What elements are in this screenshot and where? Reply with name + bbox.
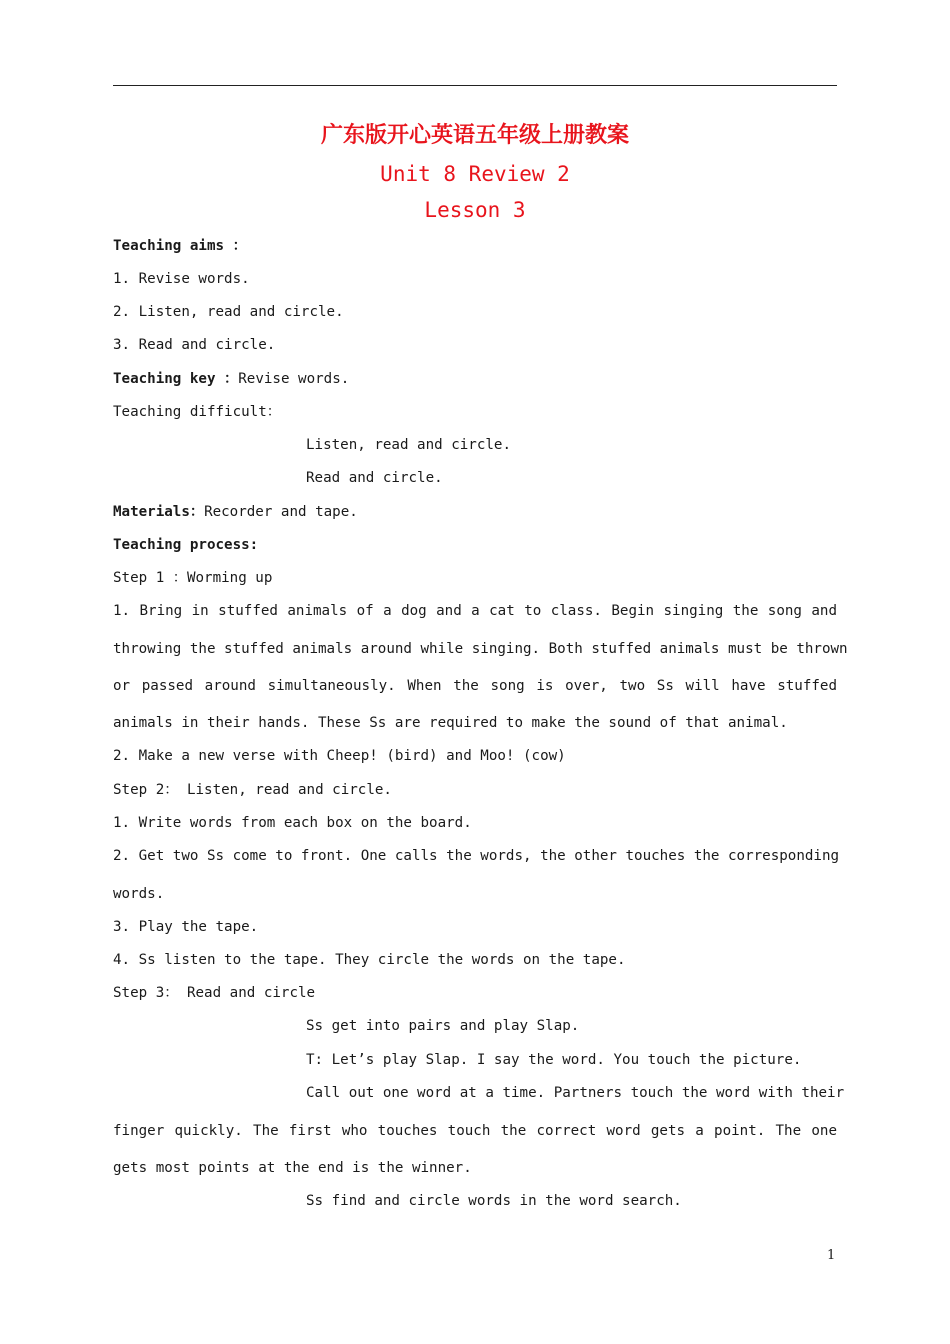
- difficult-item: Listen, read and circle.: [306, 437, 511, 453]
- process-heading: Teaching process:: [113, 537, 259, 553]
- page-number: 1: [827, 1248, 836, 1263]
- step1-paragraph-line: 1. Bring in stuffed animals of a dog and a cat to class. Begin singing the song and: [113, 603, 837, 619]
- aims-item: 3. Read and circle.: [113, 337, 276, 353]
- materials-line: [113, 502, 358, 522]
- step3-title: Step 3： Read and circle: [113, 985, 316, 1001]
- step2-item: 1. Write words from each box on the board.: [113, 815, 472, 831]
- step2-paragraph-line: words.: [113, 886, 165, 902]
- materials-heading: Materials：: [113, 504, 205, 520]
- aims-item: 1. Revise words.: [113, 271, 250, 287]
- step3-paragraph-line: finger quickly. The first who touches touch the correct word gets a point. The one: [113, 1123, 837, 1139]
- step3-line: Ss get into pairs and play Slap.: [306, 1018, 580, 1034]
- step2-title: Step 2： Listen, read and circle.: [113, 782, 392, 798]
- key-text: Revise words.: [238, 371, 350, 387]
- step1-paragraph-line: or passed around simultaneously. When the song is over, two Ss will have stuffed: [113, 678, 837, 694]
- step2-item: 4. Ss listen to the tape. They circle the words on the tape.: [113, 952, 626, 968]
- step1-paragraph-line: animals in their hands. These Ss are required to make the sound of that animal.: [113, 715, 788, 731]
- difficult-heading: Teaching difficult：: [113, 404, 281, 420]
- lesson-title: Lesson 3: [424, 198, 526, 222]
- key-heading: Teaching key ：: [113, 371, 239, 387]
- step3-paragraph-line: Call out one word at a time. Partners touch the word with their: [306, 1085, 845, 1101]
- step1-item: 2. Make a new verse with Cheep! (bird) and Moo! (cow): [113, 748, 566, 764]
- aims-heading: Teaching aims ：: [113, 238, 247, 254]
- aims-item: 2. Listen, read and circle.: [113, 304, 344, 320]
- step1-paragraph-line: throwing the stuffed animals around while singing. Both stuffed animals must be thrown: [113, 641, 848, 657]
- difficult-item: Read and circle.: [306, 470, 443, 486]
- step2-item: 3. Play the tape.: [113, 919, 259, 935]
- key-line: [113, 369, 349, 389]
- step3-line: Ss find and circle words in the word search.: [306, 1193, 682, 1209]
- step3-paragraph-line: gets most points at the end is the winner.: [113, 1160, 472, 1176]
- unit-title: Unit 8 Review 2: [380, 162, 570, 186]
- step3-line: T: Let’s play Slap. I say the word. You touch the picture.: [306, 1052, 802, 1068]
- document-title-chinese: 广东版开心英语五年级上册教案: [320, 123, 629, 148]
- step2-paragraph-line: 2. Get two Ss come to front. One calls the words, the other touches the corresponding: [113, 848, 840, 864]
- materials-text: Recorder and tape.: [204, 504, 358, 520]
- header-rule: [113, 85, 837, 86]
- step1-title: Step 1 ：Worming up: [113, 570, 273, 586]
